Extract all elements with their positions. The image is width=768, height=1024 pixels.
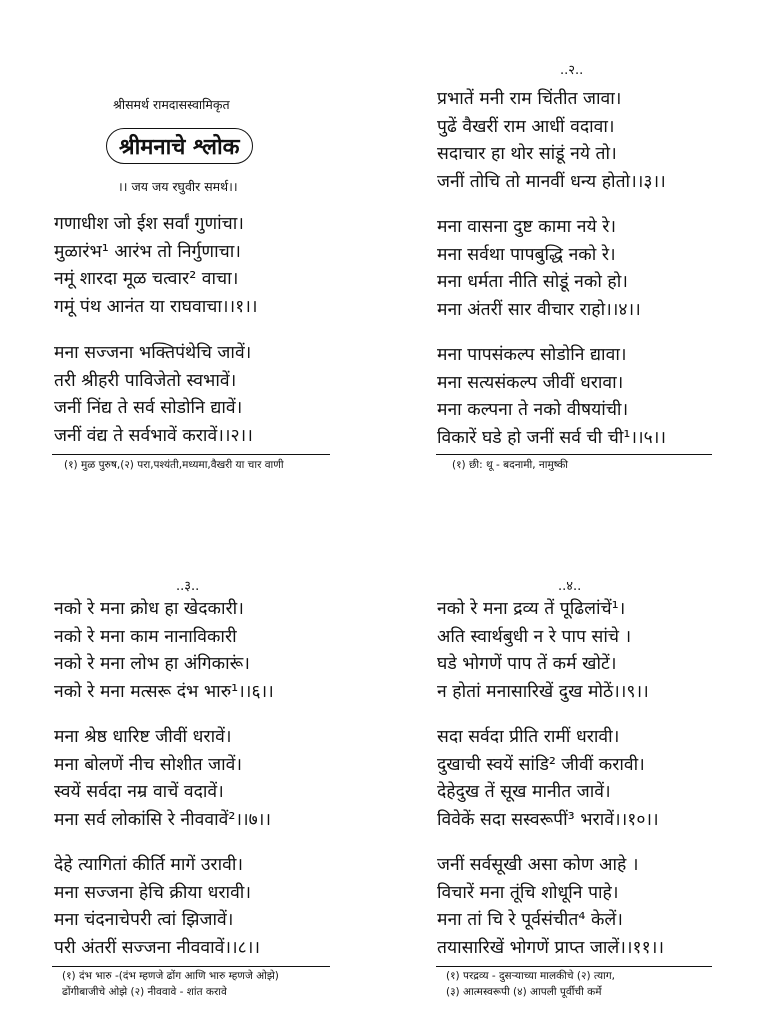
verse-line: गणाधीश जो ईश सर्वां गुणांचा। — [54, 214, 244, 234]
verse-line: तरी श्रीहरी पाविजेतो स्वभावें। — [54, 370, 237, 391]
verse-line: मना सज्जना भक्तिपंथेचि जावें। — [54, 343, 252, 363]
verse-line: जनीं वंद्य ते सर्वभावें करावें।।२।। — [54, 425, 253, 446]
verse-line: सदा सर्वदा प्रीति रामीं धरावी। — [437, 727, 620, 747]
page-number: ..४.. — [558, 579, 582, 594]
verse-line: नको रे मना क्रोध हा खेदकारी। — [54, 599, 244, 619]
verse-line: देहे त्यागितां कीर्ति मागें उरावी। — [54, 855, 243, 875]
verse-line: स्वयें सर्वदा नम्र वाचें वदावें। — [54, 782, 224, 802]
verse-line: मना श्रेष्ठ धारिष्ट जीवीं धरावें। — [54, 727, 232, 747]
author-subtitle: श्रीसमर्थ रामदासस्वामिकृत — [113, 97, 230, 112]
verse-line: विवेकें सदा सस्वरूपीं³ भरावें।।१०।। — [437, 809, 659, 830]
footnote: (१) छी: थू - बदनामी, नामुष्की — [452, 459, 569, 471]
verse-line: मना चंदनाचेपरी त्वां झिजावें। — [54, 910, 234, 930]
verse-line: जनीं निंद्य ते सर्व सोडोनि द्यावें। — [54, 398, 243, 418]
verse-line: घडे भोगणें पाप तें कर्म खोटें। — [437, 654, 617, 674]
verse-line: नको रे मना काम नानाविकारी — [54, 626, 237, 647]
footnote: (१) परद्रव्य - दुसऱ्याच्या मालकीचे (२) त्याग, — [446, 970, 616, 982]
verse-6 — [54, 596, 274, 706]
verse-line: मना सर्व लोकांसि रे नीववावें²।।७।। — [54, 809, 272, 830]
footnote: (१) मुळ पुरुष,(२) परा,पश्यंती,मध्यमा,वैखरी या चार वाणी — [64, 459, 284, 471]
verse-line: नको रे मना द्रव्य तें पूढिलांचें¹। — [437, 599, 626, 619]
verse-7 — [54, 724, 271, 834]
verse-4 — [437, 214, 641, 324]
verse-line: नको रे मना मत्सरू दंभ भारु¹।।६।। — [54, 681, 274, 702]
verse-10 — [437, 724, 659, 834]
footnote-divider — [52, 966, 330, 967]
verse-line: जनीं सर्वसूखी असा कोण आहे । — [437, 855, 639, 875]
verse-line: मुळारंभ¹ आरंभ तो निर्गुणाचा। — [54, 241, 241, 262]
verse-line: विचारें मना तूंचि शोधूनि पाहे। — [437, 882, 619, 903]
verse-line: मना पापसंकल्प सोडोनि द्यावा। — [437, 345, 627, 365]
verse-line: मना वासना दुष्ट कामा नये रे। — [437, 217, 616, 237]
footnote: (१) दंभ भारु -(दंभ म्हणजे ढोंग आणि भारु म्हणजे ओझे) — [62, 970, 279, 982]
verse-line: जनीं तोचि तो मानवीं धन्य होतो।।३।। — [437, 171, 666, 192]
footnote-divider — [436, 966, 712, 967]
verse-line: मना बोलणें नीच सोशीत जावें। — [54, 754, 243, 775]
page-number: ..३.. — [176, 579, 200, 594]
verse-5 — [437, 342, 666, 452]
verse-line: मना तां चि रे पूर्वसंचीत⁴ केलें। — [437, 910, 623, 930]
verse-line: मना सत्यसंकल्प जीवीं धरावा। — [437, 372, 624, 393]
book-title: श्रीमनाचे श्लोक — [106, 128, 253, 164]
footnote: ढोंगीबाजीचे ओझे (२) नीववावे - शांत करावे — [62, 986, 227, 998]
verse-2 — [54, 340, 253, 450]
verse-1 — [54, 211, 258, 321]
verse-line: अति स्वार्थबुधी न रे पाप सांचे । — [437, 626, 632, 647]
footnote-divider — [436, 454, 712, 455]
verse-line: दुखाची स्वयें सांडि² जीवीं करावी। — [437, 754, 645, 775]
verse-11 — [437, 852, 664, 962]
verse-line: परी अंतरीं सज्जना नीववावें।।८।। — [54, 937, 261, 958]
verse-line: मना अंतरीं सार वीचार राहो।।४।। — [437, 299, 641, 320]
verse-3 — [437, 86, 666, 196]
verse-line: प्रभातें मनी राम चिंतीत जावा। — [437, 89, 622, 109]
verse-line: नमूं शारदा मूळ चत्वार² वाचा। — [54, 269, 239, 289]
verse-9 — [437, 596, 649, 706]
verse-line: देहेदुख तें सूख मानीत जावें। — [437, 782, 611, 802]
footnote: (३) आत्मस्वरूपी (४) आपली पूर्वीची कर्मे — [446, 986, 602, 998]
verse-line: पुढें वैखरीं राम आधीं वदावा। — [437, 116, 615, 137]
verse-line: मना सर्वथा पापबुद्धि नको रे। — [437, 244, 616, 265]
verse-8 — [54, 852, 260, 962]
verse-line: मना सज्जना हेचि क्रीया धरावी। — [54, 882, 251, 903]
verse-line: सदाचार हा थोर सांडूं नये तो। — [437, 144, 617, 164]
verse-line: मना कल्पना ते नको वीषयांची। — [437, 400, 629, 420]
verse-line: तयासारिखें भोगणें प्राप्त जालें।।११।। — [437, 937, 665, 958]
verse-line: न होतां मनासारिखें दुख मोठें।।९।। — [437, 681, 649, 702]
footnote-divider — [52, 454, 330, 455]
verse-line: विकारें घडे हो जनीं सर्व ची ची¹।।५।। — [437, 427, 667, 448]
slogan: ।। जय जय रघुवीर समर्थ।। — [118, 179, 238, 194]
verse-line: मना धर्मता नीति सोडूं नको हो। — [437, 272, 628, 292]
page-number: ..२.. — [560, 63, 584, 78]
verse-line: नको रे मना लोभ हा अंगिकारूं। — [54, 654, 250, 674]
verse-line: गमूं पंथ आनंत या राघवाचा।।१।। — [54, 296, 258, 317]
